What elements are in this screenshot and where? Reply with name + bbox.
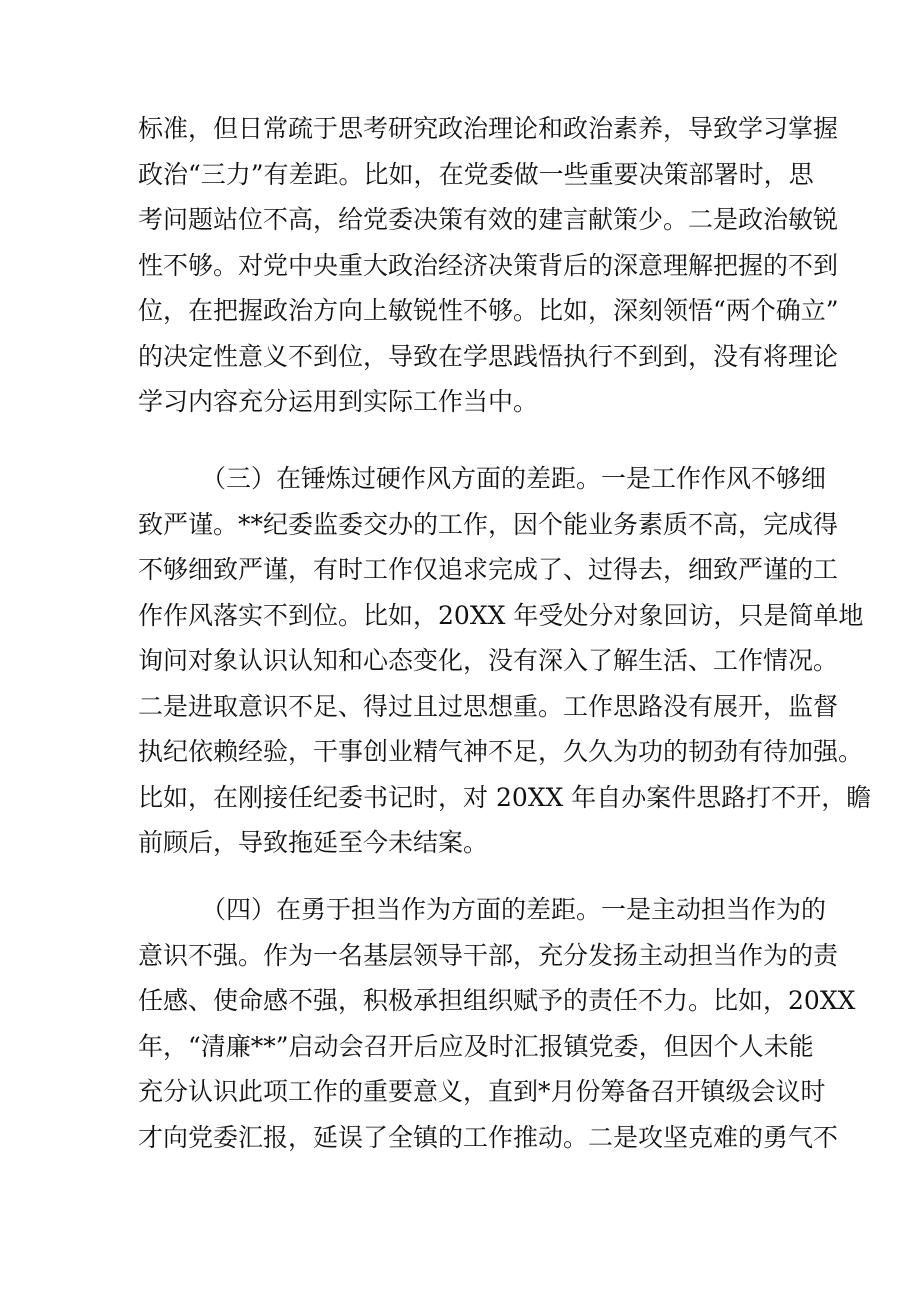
text-line: 比如，在刚接任纪委书记时，对 20XX 年自办案件思路打不开，瞻	[138, 782, 872, 812]
text-line: 标准，但日常疏于思考研究政治理论和政治素养，导致学习掌握	[138, 114, 839, 143]
text-line: 询问对象认识认知和心态变化，没有深入了解生活、工作情况。	[138, 646, 839, 675]
text-line: 二是进取意识不足、得过且过思想重。工作思路没有展开，监督	[138, 691, 839, 721]
text-line: 执纪依赖经验，干事创业精气神不足，久久为功的韧劲有待加强。	[138, 737, 864, 766]
paragraph-work-style	[138, 456, 872, 866]
text-line: 致严谨。**纪委监委交办的工作，因个能业务素质不高，完成得	[138, 509, 839, 539]
text-line: 性不够。对党中央重大政治经济决策背后的深意理解把握的不到	[138, 250, 839, 280]
text-line: 作作风落实不到位。比如，20XX 年受处分对象回访，只是简单地	[138, 600, 864, 630]
paragraph-heading-line: （三）在锤炼过硬作风方面的差距。一是工作作风不够细	[201, 464, 827, 493]
text-line: 学习内容充分运用到实际工作当中。	[138, 387, 539, 416]
text-line: 年，“清廉**”启动会召开后应及时汇报镇党委，但因个人未能	[138, 1031, 814, 1061]
text-line: 意识不强。作为一名基层领导干部，充分发扬主动担当作为的责	[138, 940, 839, 970]
text-line: 位，在把握政治方向上敏锐性不够。比如，深刻领悟“两个确立”	[138, 296, 839, 325]
text-line: 充分认识此项工作的重要意义，直到*月份筹备召开镇级会议时	[138, 1077, 826, 1106]
paragraph-political-ability	[138, 106, 839, 425]
paragraph-heading-line: （四）在勇于担当作为方面的差距。一是主动担当作为的	[201, 895, 827, 924]
text-line: 的决定性意义不到位，导致在学思践悟执行不到到，没有将理论	[138, 341, 839, 371]
text-line: 不够细致严谨，有时工作仅追求完成了、过得去，细致严谨的工	[138, 555, 839, 584]
text-line: 前顾后，导致拖延至今未结案。	[138, 828, 489, 857]
text-line: 任感、使命感不强，积极承担组织赋予的责任不力。比如，20XX	[138, 986, 856, 1015]
text-line: 政治“三力”有差距。比如，在党委做一些重要决策部署时，思	[138, 159, 814, 189]
paragraph-responsibility	[138, 887, 856, 1160]
text-line: 考问题站位不高，给党委决策有效的建言献策少。二是政治敏锐	[138, 205, 839, 234]
text-line: 才向党委汇报，延误了全镇的工作推动。二是攻坚克难的勇气不	[138, 1122, 839, 1152]
